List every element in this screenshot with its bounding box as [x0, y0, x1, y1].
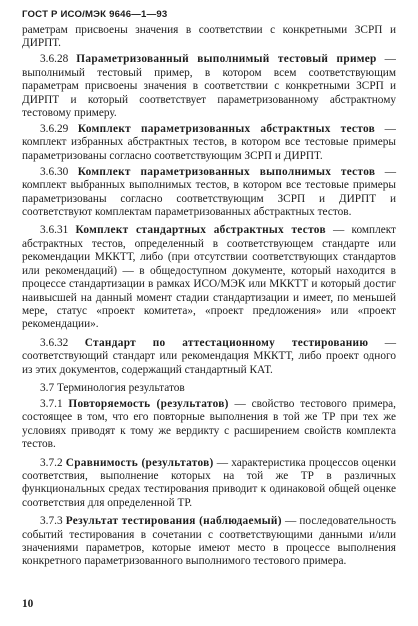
- term: Комплект параметризованных выполнимых тестов: [77, 165, 376, 178]
- term: Комплект стандартных абстрактных тестов: [75, 224, 326, 237]
- page-number: 10: [22, 598, 34, 610]
- definition-3-6-29: 3.6.29 Комплект параметризованных абстрактных тестов — комплект избранных абстрактных тестов, в котором все тестовые примеры параметризованы согласно соответствующим ЗСРП и ДИРПТ.: [22, 123, 396, 162]
- intro-text: раметрам присвоены значения в соответствии с конкретными ЗСРП и ДИРПТ.: [22, 24, 396, 50]
- definition-3-6-32: 3.6.32 Стандарт по аттестационному тестированию — соответствующий стандарт или рекомендация МККТТ, либо проект одного из этих документов, содержащий стандартный КАТ.: [22, 336, 397, 376]
- term: Повторяемость (результатов): [68, 397, 229, 410]
- definition-3-6-30: 3.6.30 Комплект параметризованных выполнимых тестов — комплект выбранных выполнимых тестов, в котором все тестовые примеры параметризованы согласно соответствующим ЗСРП и ДИРПТ и соответствуют комплектам параметризованных абстрактных тестов.: [22, 165, 396, 219]
- definition-3-6-28: 3.6.28 Параметризованный выполнимый тестовый пример — выполнимый тестовый пример, в котором всем соответствующим параметрам присвоены значения в соответствии с конкретными ЗСРП и ДИРПТ и который соответствует параметризованному абстрактному тестовому примеру.: [22, 53, 396, 120]
- term: Сравнимость (результатов): [65, 456, 214, 469]
- definition-3-7-3: 3.7.3 Результат тестирования (наблюдаемый) — последовательность событий тестирования в сочетании с соответствующими данными и/или значениями параметров, которые имеют место в процессе выполнения конкретного параметризованного выполнимого тестового примера.: [22, 515, 397, 568]
- term: Комплект параметризованных абстрактных тестов: [77, 123, 376, 136]
- section-heading: 3.7 Терминология результатов: [40, 381, 185, 394]
- term: Стандарт по аттестационному тестированию: [84, 336, 369, 349]
- definition-3-6-31: 3.6.31 Комплект стандартных абстрактных тестов — комплект абстрактных тестов, определенный в соответствующем стандарте или рекомендации МККТТ, либо (при отсутствии соответствующих стандартов или рекомендаций) — в общедоступном документе, который находится в процессе стандартизации в рамках ИСО/МЭК или МККТТ и который достиг наивысшей на данный момент стадии стандартизации и имеет, по меньшей мере, статус «проект комитета», «проект предложения» или «проект рекомендации».: [22, 224, 396, 331]
- term: Параметризованный выполнимый тестовый пример: [76, 53, 377, 66]
- term: Результат тестирования (наблюдаемый): [65, 515, 282, 528]
- document-body: [22, 24, 396, 569]
- document-header: ГОСТ Р ИСО/МЭК 9646—1—93: [22, 9, 168, 20]
- definition-3-7-2: 3.7.2 Сравнимость (результатов) — характеристика процессов оценки соответствия, выполнение которых на той же ТР в различных функциональных средах тестирования приводит к одинаковой общей оценке соответствия для определенной ТР.: [22, 456, 396, 509]
- definition-3-7-1: 3.7.1 Повторяемость (результатов) — свойство тестового примера, состоящее в том, что его повторные выполнения в той же ТР при тех же условиях приводят к тому же вердикту с расширением свойств комплекта тестов.: [22, 397, 396, 451]
